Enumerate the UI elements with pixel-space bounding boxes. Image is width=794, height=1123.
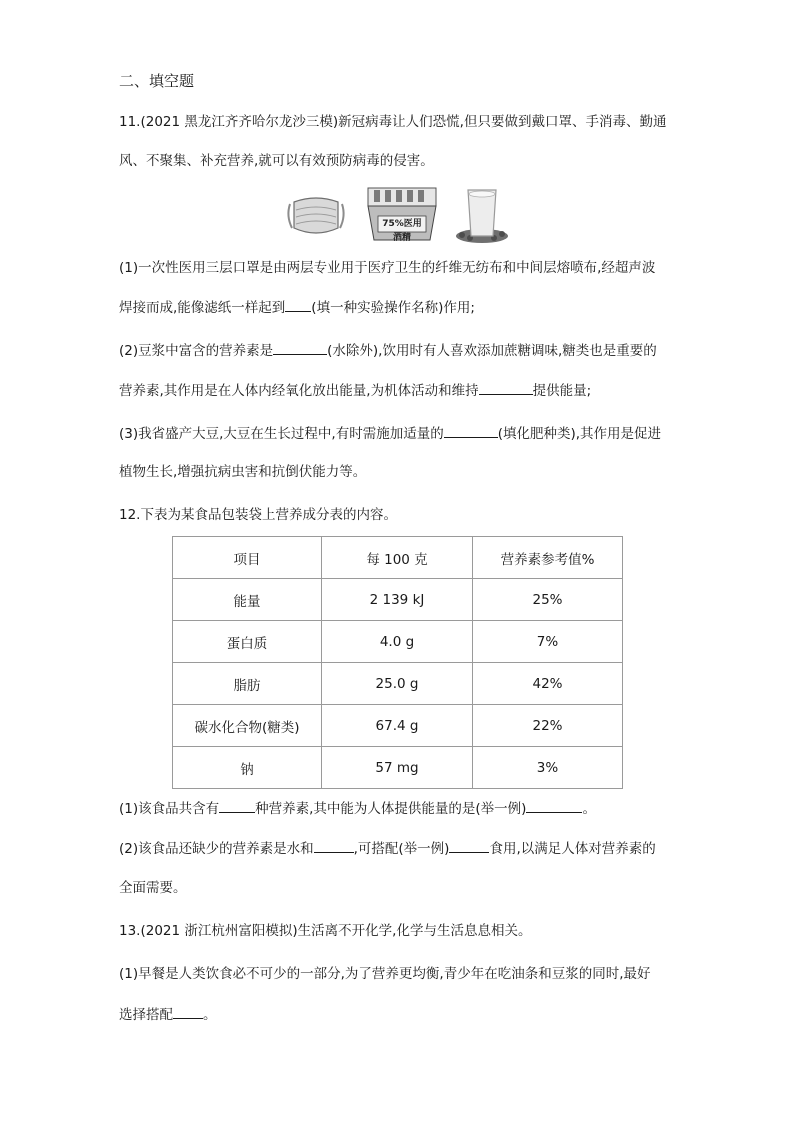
table-row bbox=[173, 579, 623, 621]
q11-part1-line-1: (1)一次性医用三层口罩是由两层专业用于医疗卫生的纤维无纺布和中间层熔喷布,经超声波 bbox=[119, 260, 656, 276]
table-header-cell: 营养素参考值% bbox=[473, 537, 623, 579]
q11-part1-text-a: 焊接而成,能像滤纸一样起到 bbox=[119, 300, 286, 316]
soy-milk-glass-icon bbox=[452, 186, 512, 244]
q11-part1-line-2 bbox=[119, 297, 475, 318]
table-cell: 3% bbox=[473, 747, 623, 789]
table-row bbox=[173, 621, 623, 663]
table-header-row bbox=[173, 537, 623, 579]
q13-part1-line-2 bbox=[119, 1004, 217, 1025]
answer-blank[interactable] bbox=[273, 340, 327, 355]
q12-part2-text-b: ,可搭配(举一例) bbox=[353, 841, 450, 857]
answer-blank[interactable] bbox=[314, 838, 354, 853]
table-cell: 能量 bbox=[173, 579, 322, 621]
nutrition-table bbox=[172, 536, 623, 789]
q12-part2-line-1 bbox=[119, 838, 656, 859]
q12-stem: 12.下表为某食品包装袋上营养成分表的内容。 bbox=[119, 507, 397, 523]
table-cell: 22% bbox=[473, 705, 623, 747]
q12-part1-text-a: (1)该食品共含有 bbox=[119, 801, 220, 817]
q11-part2-text-c: 营养素,其作用是在人体内经氧化放出能量,为机体活动和维持 bbox=[119, 383, 479, 399]
q13-part1-line-1: (1)早餐是人类饮食必不可少的一部分,为了营养更均衡,青少年在吃油条和豆浆的同时,最好 bbox=[119, 966, 651, 982]
q11-part3-text-a: (3)我省盛产大豆,大豆在生长过程中,有时需施加适量的 bbox=[119, 426, 444, 442]
q11-part3-line-1 bbox=[119, 423, 661, 444]
table-cell: 脂肪 bbox=[173, 663, 322, 705]
answer-blank[interactable] bbox=[479, 380, 533, 395]
answer-blank[interactable] bbox=[219, 798, 255, 813]
alcohol-box-label: 75%医用酒精 bbox=[382, 219, 422, 243]
table-row bbox=[173, 747, 623, 789]
answer-blank[interactable] bbox=[444, 423, 498, 438]
q11-part1-text-b: (填一种实验操作名称)作用; bbox=[311, 300, 475, 316]
table-cell: 2 139 kJ bbox=[322, 579, 473, 621]
q11-stem-line-1: 11.(2021 黑龙江齐齐哈尔龙沙三模)新冠病毒让人们恐慌,但只要做到戴口罩、手消毒、勤通 bbox=[119, 114, 667, 130]
table-row bbox=[173, 705, 623, 747]
q12-part1-line bbox=[119, 798, 596, 819]
table-cell: 4.0 g bbox=[322, 621, 473, 663]
q13-stem: 13.(2021 浙江杭州富阳模拟)生活离不开化学,化学与生活息息相关。 bbox=[119, 923, 532, 939]
table-cell: 42% bbox=[473, 663, 623, 705]
q11-part3-text-b: (填化肥种类),其作用是促进 bbox=[497, 426, 662, 442]
face-mask-icon bbox=[284, 190, 348, 242]
table-header-cell: 每 100 克 bbox=[322, 537, 473, 579]
q12-part2-line-2: 全面需要。 bbox=[119, 880, 187, 896]
table-header-cell: 项目 bbox=[173, 537, 322, 579]
table-cell: 25% bbox=[473, 579, 623, 621]
q11-part3-line-2: 植物生长,增强抗病虫害和抗倒伏能力等。 bbox=[119, 464, 367, 480]
table-cell: 25.0 g bbox=[322, 663, 473, 705]
table-cell: 7% bbox=[473, 621, 623, 663]
q12-part2-text-c: 食用,以满足人体对营养素的 bbox=[489, 841, 656, 857]
q11-illustrations bbox=[284, 186, 514, 244]
table-cell: 57 mg bbox=[322, 747, 473, 789]
answer-blank[interactable] bbox=[285, 297, 311, 312]
q12-part1-text-c: 。 bbox=[582, 801, 596, 817]
q11-part2-text-d: 提供能量; bbox=[532, 383, 592, 399]
table-cell: 钠 bbox=[173, 747, 322, 789]
q13-part1-text-b: 。 bbox=[203, 1007, 217, 1023]
answer-blank[interactable] bbox=[449, 838, 489, 853]
q12-part1-text-b: 种营养素,其中能为人体提供能量的是(举一例) bbox=[255, 801, 527, 817]
answer-blank[interactable] bbox=[526, 798, 582, 813]
q13-part1-text-a: 选择搭配 bbox=[119, 1007, 173, 1023]
section-title: 二、填空题 bbox=[119, 72, 195, 90]
q12-part2-text-a: (2)该食品还缺少的营养素是水和 bbox=[119, 841, 314, 857]
table-row bbox=[173, 663, 623, 705]
table-cell: 蛋白质 bbox=[173, 621, 322, 663]
table-cell: 碳水化合物(糖类) bbox=[173, 705, 322, 747]
q11-part2-line-2 bbox=[119, 380, 591, 401]
medical-alcohol-box-icon bbox=[364, 186, 440, 246]
table-cell: 67.4 g bbox=[322, 705, 473, 747]
q11-stem-line-2: 风、不聚集、补充营养,就可以有效预防病毒的侵害。 bbox=[119, 153, 434, 169]
q11-part2-text-a: (2)豆浆中富含的营养素是 bbox=[119, 343, 274, 359]
q11-part2-text-b: (水除外),饮用时有人喜欢添加蔗糖调味,糖类也是重要的 bbox=[327, 343, 657, 359]
q11-part2-line-1 bbox=[119, 340, 657, 361]
answer-blank[interactable] bbox=[173, 1004, 203, 1019]
